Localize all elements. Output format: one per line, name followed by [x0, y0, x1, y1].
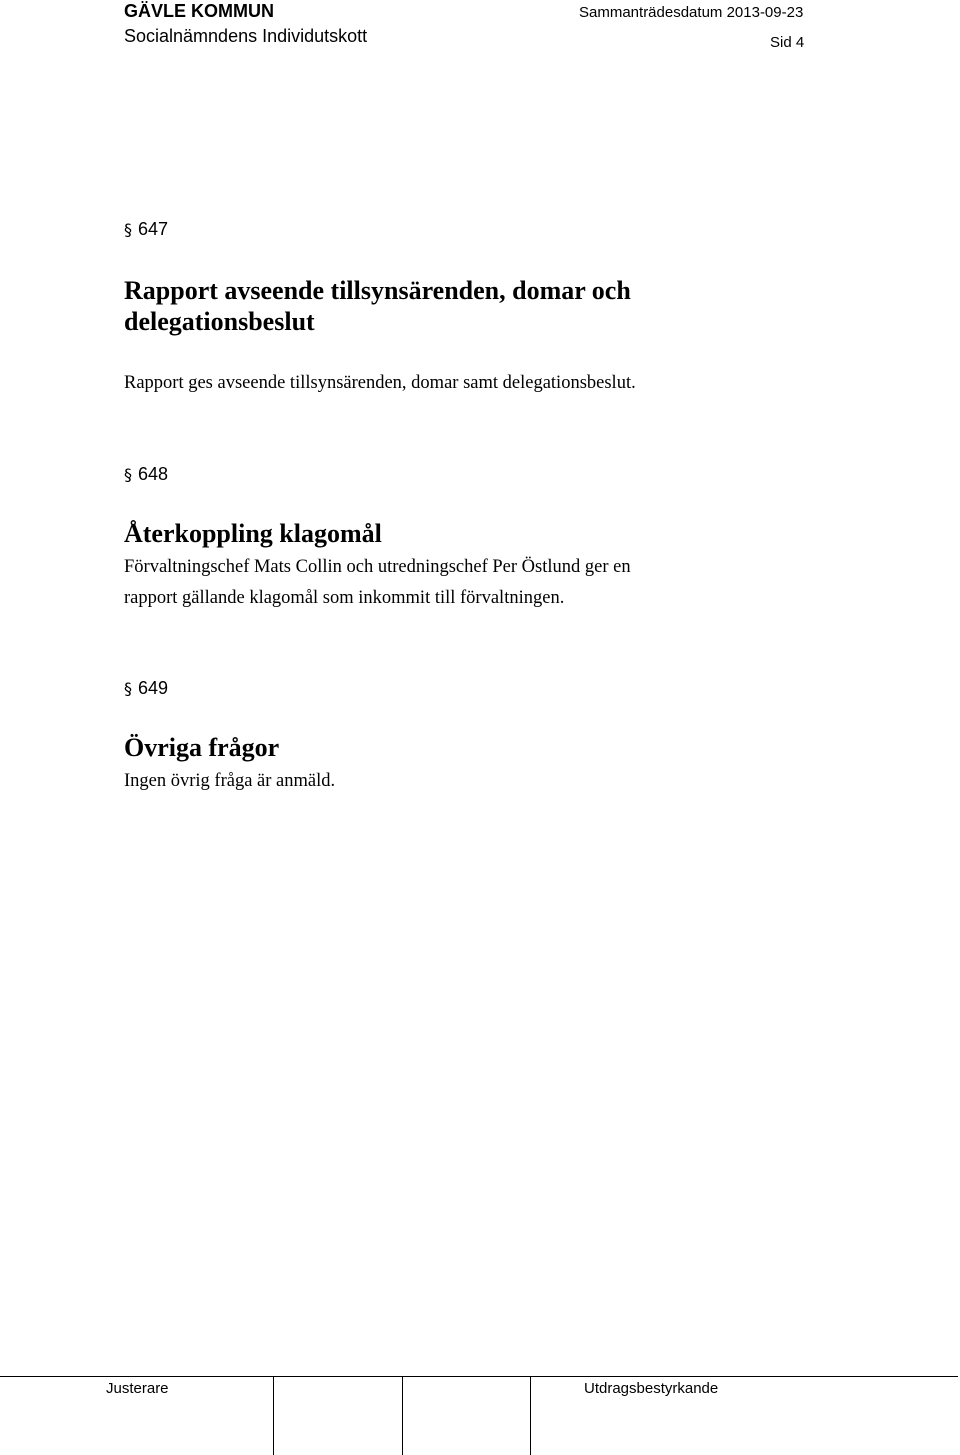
page-number: Sid 4 — [770, 34, 805, 51]
section-number: 649 — [138, 678, 169, 698]
section-title-647-line1: Rapport avseende tillsynsärenden, domar och — [124, 276, 631, 305]
committee-name: Socialnämndens Individutskott — [124, 26, 368, 46]
section-body-647: Rapport ges avseende tillsynsärenden, domar samt delegationsbeslut. — [124, 373, 636, 393]
section-number: 647 — [138, 219, 169, 239]
footer-divider — [0, 1376, 958, 1377]
section-body-648-line2: rapport gällande klagomål som inkommit till förvaltningen. — [124, 588, 565, 608]
section-number-649 — [124, 678, 168, 699]
section-body-649: Ingen övrig fråga är anmäld. — [124, 771, 336, 791]
paragraph-symbol: § — [124, 220, 132, 239]
paragraph-symbol: § — [124, 679, 132, 698]
section-number-647 — [124, 219, 168, 240]
footer-separator — [402, 1377, 403, 1455]
footer-justerare-label: Justerare — [106, 1380, 169, 1397]
paragraph-symbol: § — [124, 465, 132, 484]
footer-utdragsbestyrkande-label: Utdragsbestyrkande — [584, 1380, 719, 1397]
section-title-647-line2: delegationsbeslut — [124, 307, 315, 336]
meeting-date: Sammanträdesdatum 2013-09-23 — [579, 4, 804, 21]
section-number-648 — [124, 464, 168, 485]
section-number: 648 — [138, 464, 169, 484]
organization-name: GÄVLE KOMMUN — [124, 1, 274, 21]
section-title-649: Övriga frågor — [124, 733, 280, 762]
footer-separator — [273, 1377, 274, 1455]
section-body-648-line1: Förvaltningschef Mats Collin och utredningschef Per Östlund ger en — [124, 557, 631, 577]
section-title-648: Återkoppling klagomål — [124, 519, 382, 548]
footer-separator — [530, 1377, 531, 1455]
